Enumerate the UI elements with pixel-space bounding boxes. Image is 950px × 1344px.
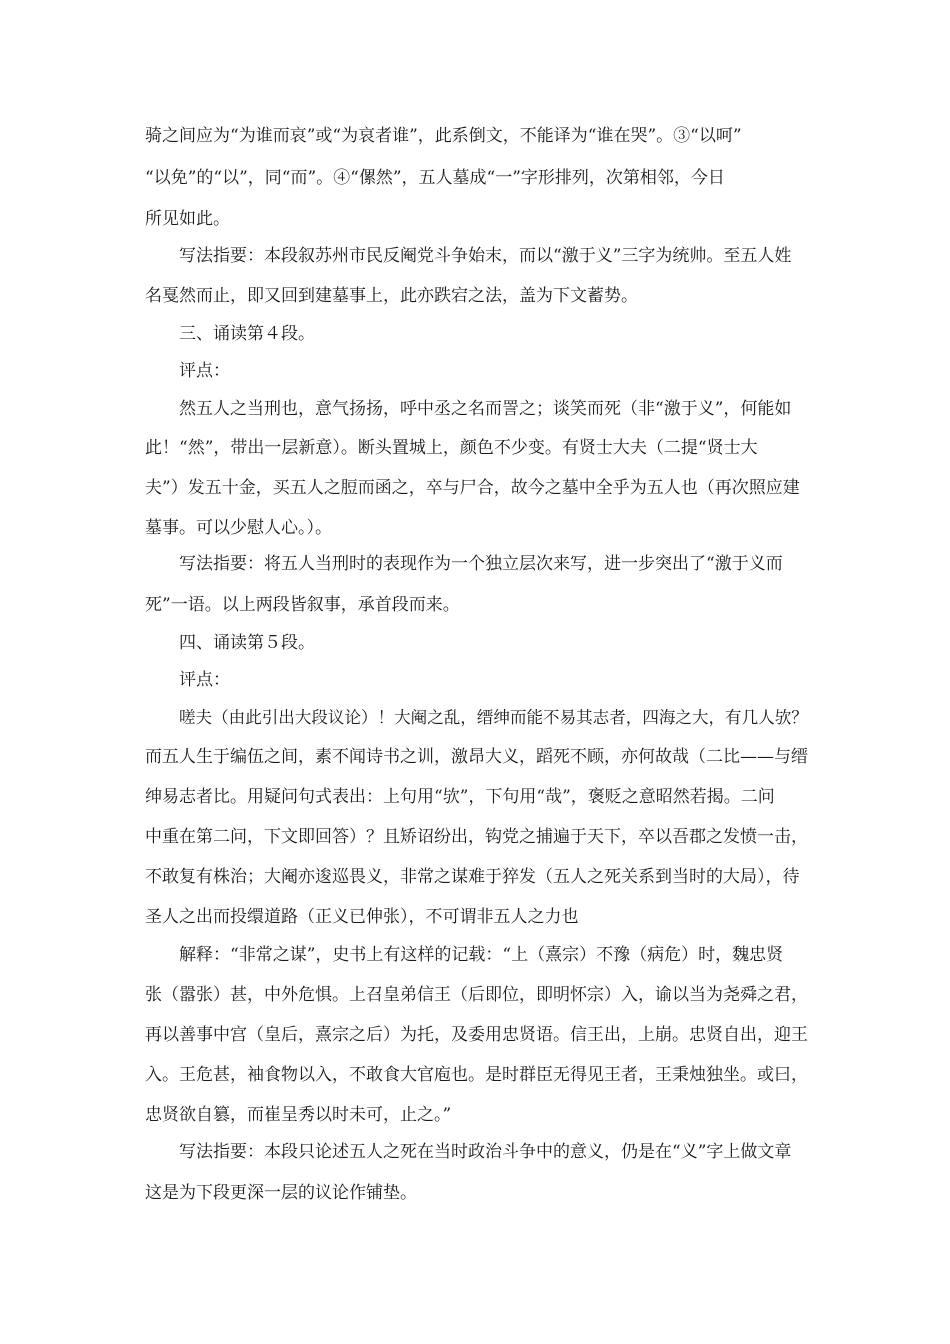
text-line: 中重在第二问，下文即回答）？且矫诏纷出，钩党之捕遍于天下，卒以吾郡之发愤一击，: [145, 827, 808, 847]
text-line: 入。王危甚，袖食物以入，不敢食大官庖也。是时群臣无得见王者，王秉烛独坐。或曰，: [145, 1065, 808, 1085]
text-line: 而五人生于编伍之间，素不闻诗书之训，激昂大义，蹈死不顾，亦何故哉（二比——与缙: [145, 747, 808, 767]
text-line: 再以善事中宫（皇后，熹宗之后）为托，及委用忠贤语。信王出，上崩。忠贤自出，迎王: [145, 1025, 808, 1045]
text-line: 此！“然”，带出一层新意）。断头置城上，颜色不少变。有贤士大夫（二提“贤士大: [145, 438, 758, 458]
text-line: 墓事。可以少慰人心。）。: [145, 518, 332, 538]
text-line: 写法指要：本段只论述五人之死在当时政治斗争中的意义，仍是在“义”字上做文章: [179, 1142, 792, 1162]
text-line: 写法指要：本段叙苏州市民反阉党斗争始末，而以“激于义”三字为统帅。至五人姓: [179, 246, 792, 266]
text-line: 嗟夫（由此引出大段议论）！大阉之乱，缙绅而能不易其志者，四海之大，有几人欤？: [179, 708, 808, 727]
text-line: 解释：“非常之谋”，史书上有这样的记载：“上（熹宗）不豫（病危）时，魏忠贤: [179, 945, 784, 965]
text-line: 评点：: [179, 361, 230, 381]
text-line: 夫”）发五十金，买五人之脰而函之，卒与尸合，故今之墓中全乎为五人也（再次照应建: [145, 478, 800, 498]
text-line: 名戛然而止，即又回到建墓事上，此亦跌宕之法，盖为下文蓄势。: [145, 286, 638, 306]
text-line: 忠贤欲自篡，而崔呈秀以时未可，止之。”: [145, 1105, 452, 1125]
text-line: 然五人之当刑也，意气扬扬，呼中丞之名而詈之；谈笑而死（非“激于义”，何能如: [179, 399, 792, 419]
text-line: 这是为下段更深一层的议论作铺垫。: [145, 1183, 417, 1203]
text-line: 骑之间应为“为谁而哀”或“为哀者谁”，此系倒文，不能译为“谁在哭”。③“以呵”: [145, 126, 742, 146]
section-heading: 四、诵读第５段。: [179, 633, 315, 653]
text-line: 死”一语。以上两段皆叙事，承首段而来。: [145, 595, 460, 615]
text-line: 绅易志者比。用疑问句式表出：上句用“欤”，下句用“哉”，褒贬之意昭然若揭。二问: [145, 787, 775, 807]
text-line: 不敢复有株治；大阉亦逡巡畏义，非常之谋难于猝发（五人之死关系到当时的大局），待: [145, 867, 800, 887]
section-heading: 三、诵读第４段。: [179, 324, 315, 344]
text-line: “以免”的“以”，同“而”。④“傫然”，五人墓成“一”字形排列，次第相邻，今日: [145, 168, 725, 188]
text-line: 圣人之出而投缳道路（正义已伸张），不可谓非五人之力也: [145, 907, 579, 927]
text-line: 所见如此。: [145, 209, 230, 229]
text-line: 评点：: [179, 670, 230, 690]
text-line: 写法指要：将五人当刑时的表现作为一个独立层次来写，进一步突出了“激于义而: [179, 554, 783, 574]
text-line: 张（嚣张）甚，中外危惧。上召皇弟信王（后即位，即明怀宗）入，谕以当为尧舜之君，: [145, 985, 808, 1005]
